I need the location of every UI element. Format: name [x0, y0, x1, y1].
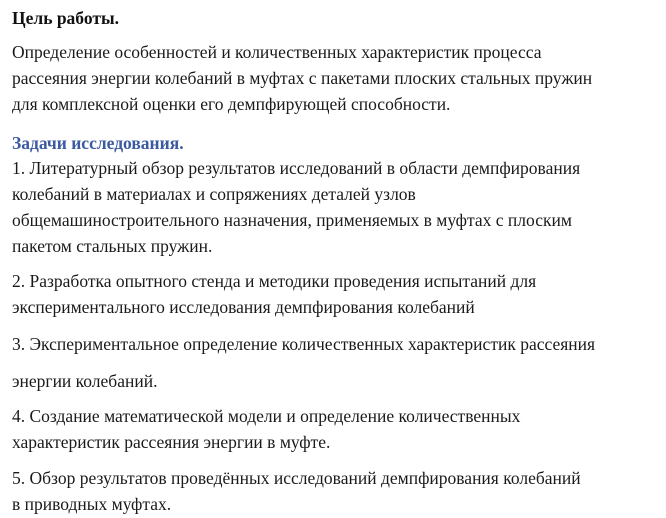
- task-1-line-1: 1. Литературный обзор результатов исследований в области демпфирования: [12, 158, 581, 178]
- task-3-line-2: энергии колебаний.: [12, 371, 158, 391]
- task-1-line-4: пакетом стальных пружин.: [12, 236, 213, 256]
- goal-text-line-3: для комплексной оценки его демпфирующей способности.: [12, 94, 451, 114]
- task-2-line-2: экспериментального исследования демпфирования колебаний: [12, 297, 475, 317]
- task-1-line-3: общемашиностроительного назначения, применяемых в муфтах с плоским: [12, 210, 572, 230]
- goal-heading: Цель работы.: [12, 8, 119, 28]
- task-5-line-1: 5. Обзор результатов проведённых исследований демпфирования колебаний: [12, 468, 581, 488]
- goal-text-line-1: Определение особенностей и количественных характеристик процесса: [12, 42, 542, 62]
- task-5-line-2: в приводных муфтах.: [12, 494, 172, 514]
- task-4-line-2: характеристик рассеяния энергии в муфте.: [12, 432, 331, 452]
- task-2-line-1: 2. Разработка опытного стенда и методики проведения испытаний для: [12, 271, 537, 291]
- goal-text-line-2: рассеяния энергии колебаний в муфтах с пакетами плоских стальных пружин: [12, 68, 593, 88]
- task-1-line-2: колебаний в материалах и сопряжениях деталей узлов: [12, 184, 416, 204]
- task-4-line-1: 4. Создание математической модели и определение количественных: [12, 406, 521, 426]
- task-3-line-1: 3. Экспериментальное определение количественных характеристик рассеяния: [12, 334, 596, 354]
- tasks-heading: Задачи исследования.: [12, 133, 184, 153]
